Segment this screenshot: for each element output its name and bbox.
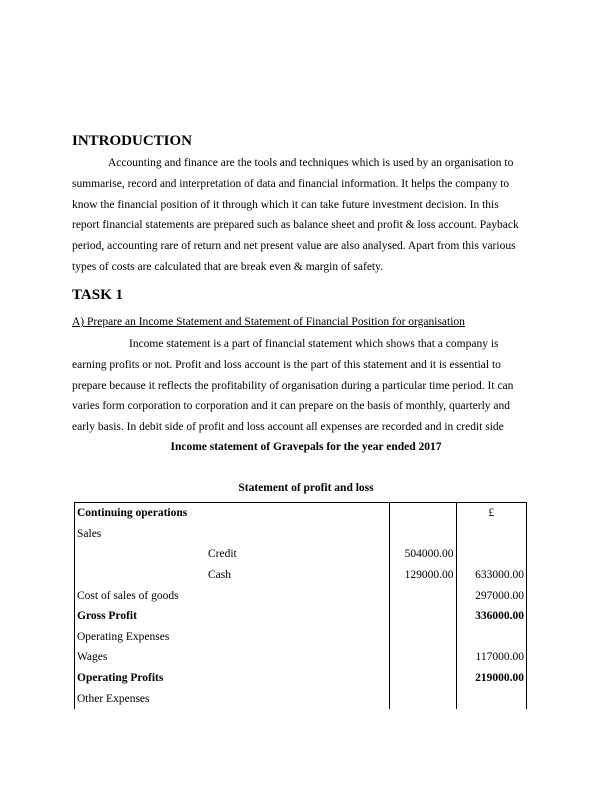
table-row [75,565,527,586]
row-right-value: 297000.00 [456,585,526,606]
paragraph-line: summarise, record and interpretation of data and financial information. It helps the company to [72,177,510,190]
row-label: Wages [75,647,390,668]
table-row [75,627,527,648]
table-row [75,688,527,709]
profit-loss-table [74,502,527,709]
paragraph-line: period, accounting rare of return and net present value are also analysed. Apart from this various [72,240,516,253]
table-row [75,647,527,668]
paragraph-line: early basis. In debit side of profit and loss account all expenses are recorded and in credit side [72,421,504,434]
statement-title: Income statement of Gravepals for the year ended 2017 [170,441,442,453]
row-right-value [456,524,526,545]
table-row [75,606,527,627]
row-mid-value [390,627,456,648]
row-right-value [456,544,526,565]
paragraph-line: Income statement is a part of financial statement which shows that a company is [129,338,499,350]
table-row [75,544,527,565]
introduction-heading: INTRODUCTION [72,133,193,149]
currency-symbol: £ [456,503,526,524]
paragraph-line: varies form corporation to corporation and it can prepare on the basis of monthly, quarterly and [72,400,511,413]
row-label: Credit [75,544,390,565]
row-label: Operating Expenses [75,627,390,648]
row-mid-value [390,647,456,668]
row-label: Cost of sales of goods [75,585,390,606]
row-mid-value: 129000.00 [390,565,456,586]
row-mid-value [390,688,456,709]
row-mid-value [390,585,456,606]
table-title: Statement of profit and loss [238,482,374,494]
row-label: Cash [75,565,390,586]
row-right-value [456,688,526,709]
row-label: Gross Profit [75,606,390,627]
table-row [75,524,527,545]
row-mid-value: 504000.00 [390,544,456,565]
paragraph-line: types of costs are calculated that are break even & margin of safety. [72,260,384,273]
row-mid-value [390,606,456,627]
row-label: Sales [75,524,390,545]
row-label: Other Expenses [75,688,390,709]
row-right-value: 336000.00 [456,606,526,627]
row-mid-value [390,668,456,689]
row-right-value [456,627,526,648]
paragraph-line: Accounting and finance are the tools and techniques which is used by an organisation to [108,157,514,169]
introduction-paragraph [72,153,540,278]
row-right-value: 219000.00 [456,668,526,689]
paragraph-line: know the financial position of it through which it can take future investment decision. In this [72,198,499,211]
row-mid-value [390,503,456,524]
task1-subtitle: A) Prepare an Income Statement and Statement of Financial Position for organisation [72,316,465,328]
row-label: Continuing operations [75,503,390,524]
table-row [75,585,527,606]
row-right-value: 117000.00 [456,647,526,668]
row-right-value: 633000.00 [456,565,526,586]
task1-paragraph [72,334,540,438]
row-label: Operating Profits [75,668,390,689]
paragraph-line: prepare because it reflects the profitability of organisation during a particular time period. It can [72,379,514,392]
paragraph-line: earning profits or not. Profit and loss account is the part of this statement and it is essential to [72,358,501,371]
row-mid-value [390,524,456,545]
table-row [75,503,527,524]
table-row [75,668,527,689]
task1-heading: TASK 1 [72,287,123,303]
paragraph-line: report financial statements are prepared such as balance sheet and profit & loss account. Payback [72,219,519,232]
